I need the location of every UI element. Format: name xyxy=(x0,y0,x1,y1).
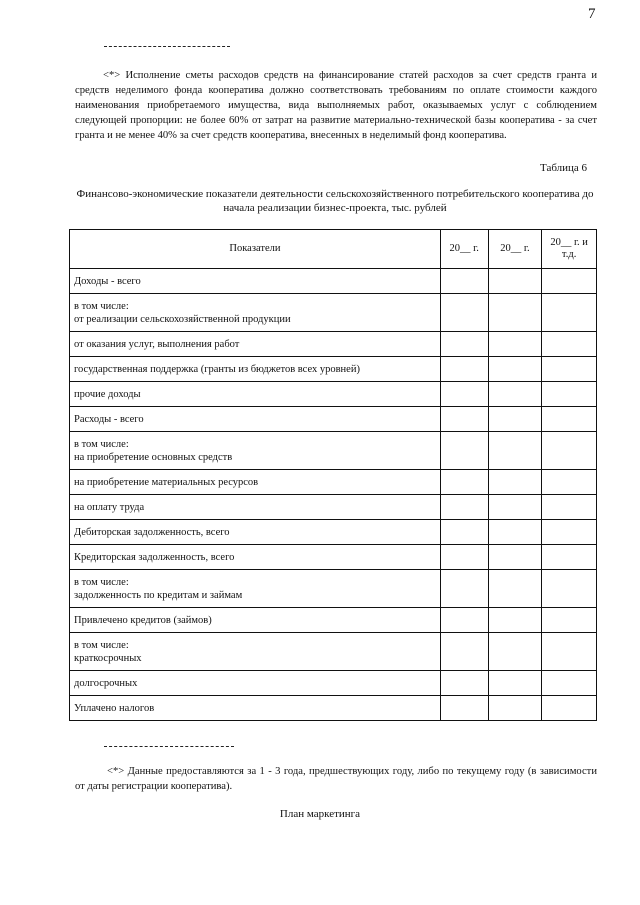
row-label-line: в том числе: xyxy=(74,576,129,588)
row-label xyxy=(70,407,441,432)
row-label xyxy=(70,432,441,470)
table-row xyxy=(70,633,597,671)
value-cell-year-1 xyxy=(440,407,488,432)
table-row xyxy=(70,520,597,545)
value-cell-year-3 xyxy=(542,432,597,470)
row-label-line: Уплачено налогов xyxy=(74,702,155,714)
row-label-line: Расходы - всего xyxy=(74,413,144,425)
row-label-line: в том числе: xyxy=(74,300,129,312)
table-row xyxy=(70,495,597,520)
value-cell-year-3 xyxy=(542,294,597,332)
value-cell-year-3 xyxy=(542,696,597,721)
table-row xyxy=(70,332,597,357)
value-cell-year-1 xyxy=(440,382,488,407)
value-cell-year-3 xyxy=(542,269,597,294)
header-year-1: 20__ г. xyxy=(440,230,488,269)
value-cell-year-2 xyxy=(488,671,542,696)
row-label-line: Привлечено кредитов (займов) xyxy=(74,614,212,626)
value-cell-year-1 xyxy=(440,357,488,382)
value-cell-year-1 xyxy=(440,269,488,294)
value-cell-year-2 xyxy=(488,470,542,495)
row-label xyxy=(70,570,441,608)
table-row xyxy=(70,671,597,696)
row-label xyxy=(70,495,441,520)
value-cell-year-1 xyxy=(440,633,488,671)
footnote-bottom xyxy=(75,764,597,794)
row-label xyxy=(70,520,441,545)
value-cell-year-3 xyxy=(542,357,597,382)
table-row xyxy=(70,382,597,407)
value-cell-year-2 xyxy=(488,495,542,520)
header-indicators: Показатели xyxy=(70,230,441,269)
value-cell-year-3 xyxy=(542,470,597,495)
value-cell-year-2 xyxy=(488,545,542,570)
footnote-top-text: Исполнение сметы расходов средств на финансирование статей расходов за счет средств гранта и средств неделимого фонда кооператива должно соответствовать требованиям по оплате стоимости каждого наименования приобретаемого имущества, вида выполняемых работ, оказываемых услуг с соблюдением следующей пропорции: не более 60% от затрат на развитие материально-технической базы кооператива - за счет гранта и не менее 40% за счет средств кооператива, внесенных в неделимый фонд кооператива. xyxy=(75,70,597,141)
value-cell-year-2 xyxy=(488,269,542,294)
row-label xyxy=(70,294,441,332)
value-cell-year-3 xyxy=(542,608,597,633)
header-year-3: 20__ г. и т.д. xyxy=(542,230,597,269)
row-label-line: на оплату труда xyxy=(74,501,145,513)
row-label xyxy=(70,671,441,696)
row-label xyxy=(70,382,441,407)
value-cell-year-2 xyxy=(488,294,542,332)
value-cell-year-3 xyxy=(542,671,597,696)
value-cell-year-2 xyxy=(488,608,542,633)
value-cell-year-3 xyxy=(542,332,597,357)
value-cell-year-1 xyxy=(440,570,488,608)
row-label-line: от реализации сельскохозяйственной продукции xyxy=(74,313,291,325)
value-cell-year-2 xyxy=(488,520,542,545)
row-label-line: на приобретение материальных ресурсов xyxy=(74,476,259,488)
row-label-line: краткосрочных xyxy=(74,652,142,664)
row-label xyxy=(70,332,441,357)
footnote-top xyxy=(75,68,597,143)
row-label-line: Дебиторская задолженность, всего xyxy=(74,526,230,538)
value-cell-year-3 xyxy=(542,495,597,520)
table-row xyxy=(70,407,597,432)
footnote-bottom-text: Данные предоставляются за 1 - 3 года, предшествующих году, либо по текущему году (в зависимости от даты регистрации кооператива). xyxy=(75,766,597,792)
row-label-line: от оказания услуг, выполнения работ xyxy=(74,338,240,350)
row-label-line: долгосрочных xyxy=(74,677,138,689)
value-cell-year-1 xyxy=(440,495,488,520)
row-label-line: в том числе: xyxy=(74,639,129,651)
value-cell-year-1 xyxy=(440,294,488,332)
row-label-line: государственная поддержка (гранты из бюджетов всех уровней) xyxy=(74,363,360,375)
value-cell-year-1 xyxy=(440,432,488,470)
row-label xyxy=(70,269,441,294)
value-cell-year-3 xyxy=(542,382,597,407)
value-cell-year-1 xyxy=(440,332,488,357)
value-cell-year-1 xyxy=(440,545,488,570)
value-cell-year-3 xyxy=(542,545,597,570)
table-row xyxy=(70,432,597,470)
value-cell-year-1 xyxy=(440,470,488,495)
value-cell-year-2 xyxy=(488,633,542,671)
value-cell-year-3 xyxy=(542,520,597,545)
table-row xyxy=(70,294,597,332)
table-row xyxy=(70,357,597,382)
row-label xyxy=(70,545,441,570)
value-cell-year-2 xyxy=(488,696,542,721)
table-row xyxy=(70,470,597,495)
value-cell-year-2 xyxy=(488,407,542,432)
value-cell-year-2 xyxy=(488,332,542,357)
table-row xyxy=(70,545,597,570)
table-label: Таблица 6 xyxy=(540,162,588,174)
header-year-2: 20__ г. xyxy=(488,230,542,269)
table-header-row xyxy=(70,230,597,269)
row-label-line: прочие доходы xyxy=(74,388,141,400)
value-cell-year-1 xyxy=(440,671,488,696)
value-cell-year-3 xyxy=(542,570,597,608)
section-title: План маркетинга xyxy=(279,808,361,820)
value-cell-year-2 xyxy=(488,570,542,608)
row-label xyxy=(70,696,441,721)
table-body xyxy=(70,269,597,721)
footnote-divider-top xyxy=(104,46,230,47)
table-title: Финансово-экономические показатели деятельности сельскохозяйственного потребительского кооператива до начала реализации бизнес-проекта, тыс. рублей xyxy=(76,188,594,214)
row-label xyxy=(70,608,441,633)
footnote-top-marker: <*> xyxy=(103,70,121,81)
value-cell-year-2 xyxy=(488,432,542,470)
row-label-line: в том числе: xyxy=(74,438,129,450)
value-cell-year-2 xyxy=(488,357,542,382)
value-cell-year-1 xyxy=(440,520,488,545)
value-cell-year-2 xyxy=(488,382,542,407)
value-cell-year-3 xyxy=(542,633,597,671)
indicators-table xyxy=(69,229,597,721)
footnote-bottom-marker: <*> xyxy=(107,766,125,777)
row-label xyxy=(70,357,441,382)
row-label xyxy=(70,470,441,495)
table-row xyxy=(70,696,597,721)
row-label-line: Кредиторская задолженность, всего xyxy=(74,551,235,563)
table-row xyxy=(70,608,597,633)
table-row xyxy=(70,269,597,294)
row-label xyxy=(70,633,441,671)
page-number: 7 xyxy=(588,6,596,22)
row-label-line: задолженность по кредитам и займам xyxy=(74,589,243,601)
footnote-divider-bottom xyxy=(104,746,234,747)
value-cell-year-3 xyxy=(542,407,597,432)
row-label-line: Доходы - всего xyxy=(74,275,141,287)
table-row xyxy=(70,570,597,608)
row-label-line: на приобретение основных средств xyxy=(74,451,233,463)
value-cell-year-1 xyxy=(440,608,488,633)
value-cell-year-1 xyxy=(440,696,488,721)
